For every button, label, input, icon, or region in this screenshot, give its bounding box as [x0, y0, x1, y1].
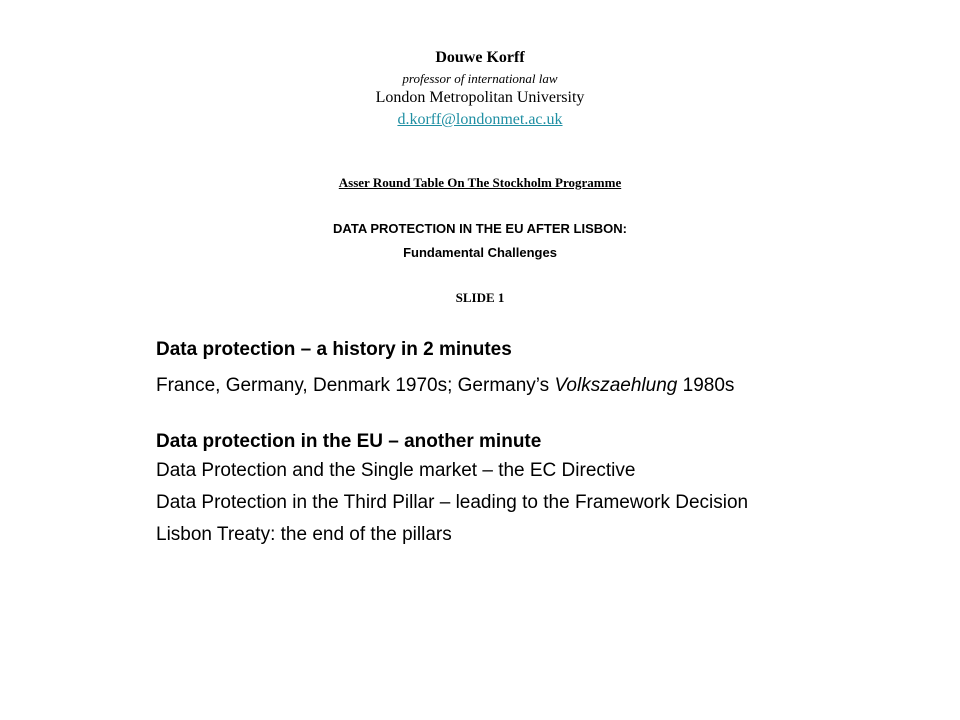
author-title: professor of international law — [402, 71, 558, 86]
event-title: Asser Round Table On The Stockholm Programme — [338, 175, 622, 190]
body-heading-eu: Data protection in the EU – another minute — [156, 431, 542, 452]
author-affiliation: London Metropolitan University — [375, 89, 585, 106]
body-line-lisbon-treaty: Lisbon Treaty: the end of the pillars — [156, 524, 452, 545]
document-title-line-2: Fundamental Challenges — [403, 245, 557, 260]
body-line-countries-italic: Volkszaehlung — [554, 375, 678, 396]
body-line-third-pillar: Data Protection in the Third Pillar – leading to the Framework Decision — [156, 492, 749, 513]
slide-label: SLIDE 1 — [455, 290, 505, 305]
document-title-line-1: DATA PROTECTION IN THE EU AFTER LISBON: — [333, 221, 627, 236]
body-line-countries — [156, 375, 734, 397]
body-line-countries-suffix: 1980s — [677, 375, 735, 396]
body-line-single-market: Data Protection and the Single market – the EC Directive — [156, 460, 636, 481]
body-line-countries-prefix: France, Germany, Denmark 1970s; Germany’s — [156, 375, 555, 396]
author-name: Douwe Korff — [435, 49, 525, 66]
author-email-link[interactable]: d.korff@londonmet.ac.uk — [397, 111, 563, 128]
body-heading-history: Data protection – a history in 2 minutes — [156, 339, 512, 360]
